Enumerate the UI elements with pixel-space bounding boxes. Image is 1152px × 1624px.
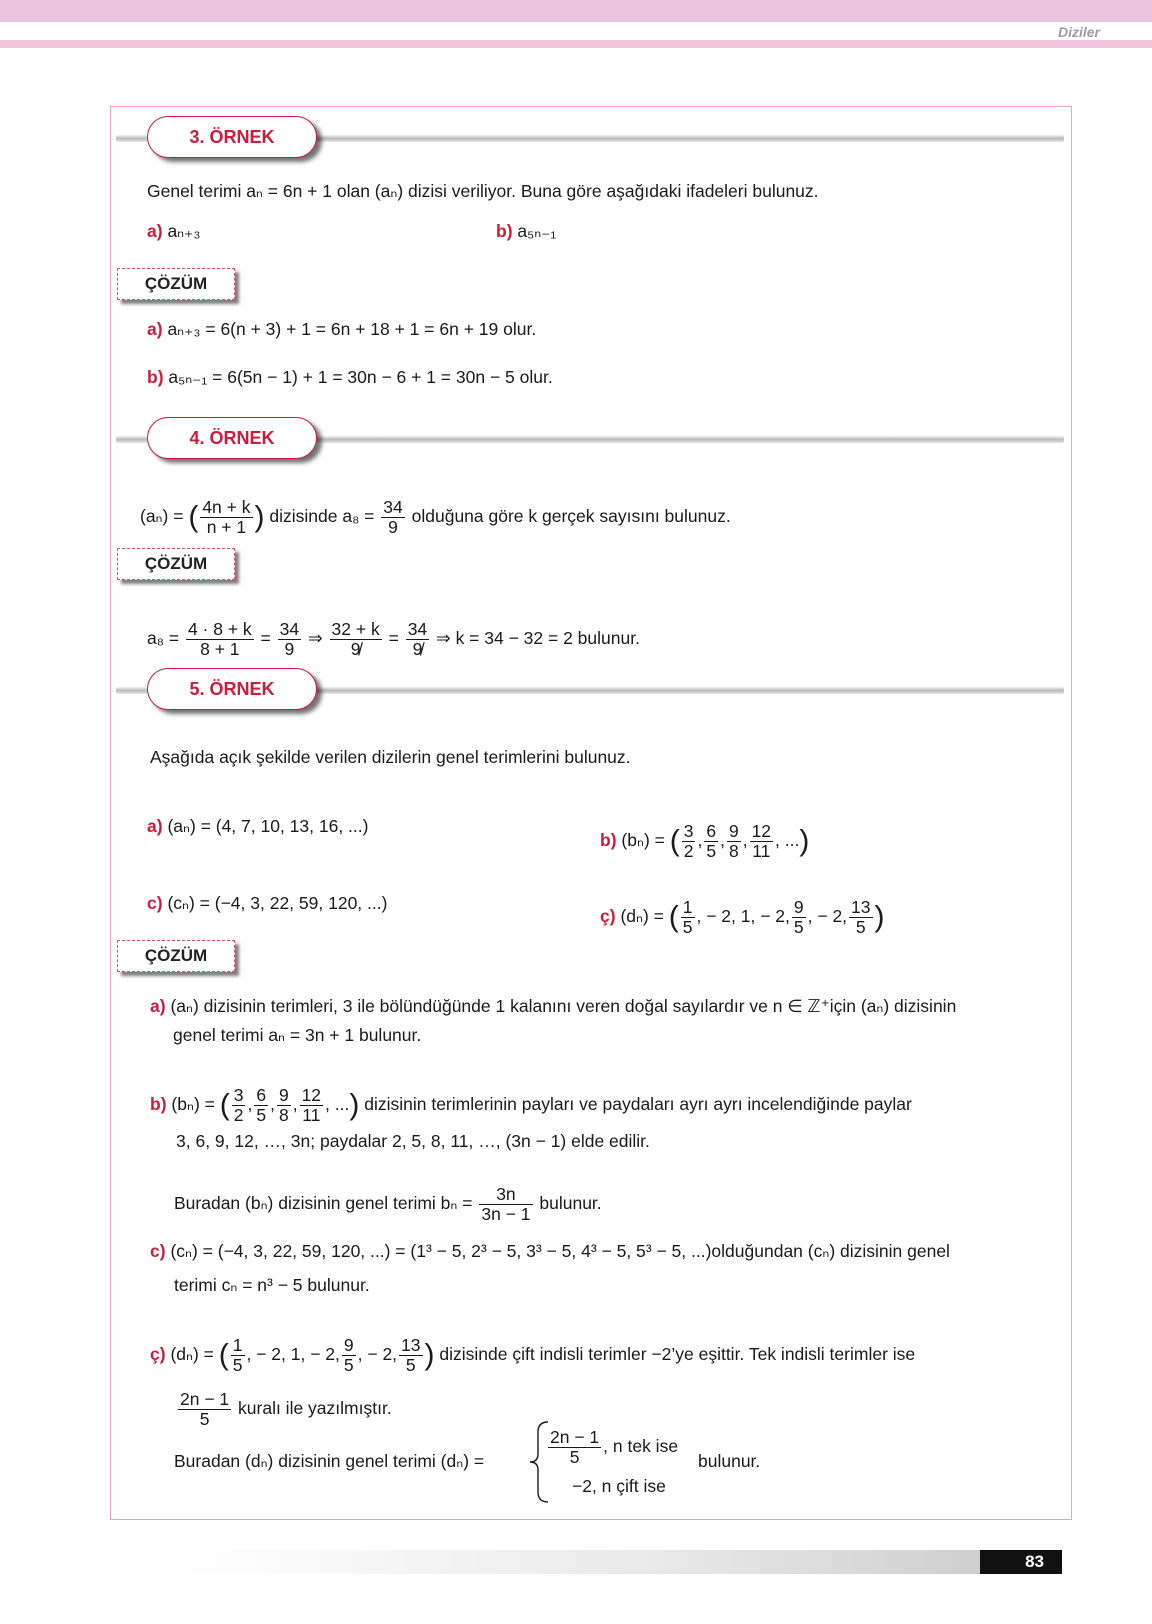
part-label: b) xyxy=(147,367,164,387)
paren-open: ( xyxy=(188,500,199,534)
part-label: a) xyxy=(147,319,163,339)
fraction: $\frac{12}{11}$ xyxy=(751,821,772,861)
fraction: $\frac{6}{5}$ xyxy=(706,821,717,861)
sequence-notation: (bₙ) = xyxy=(621,830,665,851)
sequence-notation: (aₙ) = xyxy=(140,506,184,527)
fraction: $\frac{3}{2}$ xyxy=(683,821,694,861)
solution-text: dizisinde çift indisli terimler −2’ye eşittir. Tek indisli terimler ise xyxy=(439,1344,916,1365)
fraction: $\frac{34}{9}$ xyxy=(279,619,300,659)
paren-open: ( xyxy=(219,1088,230,1122)
page-number: 83 xyxy=(980,1550,1062,1574)
piecewise-case-even: −2, n çift ise xyxy=(572,1476,666,1496)
example-5-prompt: Aşağıda açık şekilde verilen dizilerin genel terimlerini bulunuz. xyxy=(150,747,631,767)
example-5-solution-d-line1 xyxy=(150,1336,915,1375)
fraction: $\frac{9}{5}$ xyxy=(343,1335,354,1375)
solution-result: bulunur. xyxy=(698,1451,761,1471)
solution-text: dizisinin terimlerinin payları ve paydaları ayrı ayrı incelendiğinde paylar xyxy=(364,1094,912,1115)
terms: , − 2, 1, − 2, xyxy=(246,1344,340,1365)
implies-arrow: ⇒ xyxy=(308,628,323,649)
example-5-part-c xyxy=(147,892,387,914)
top-stripe xyxy=(0,40,1152,48)
solution-text: (cₙ) = (−4, 3, 22, 59, 120, ...) = (1³ − 5, 2³ − 5, 3³ − 5, 4³ − 5, 5³ − 5, ...)olduğundan (cₙ) dizisinin genel xyxy=(170,1241,950,1261)
fraction: $\frac{13}{5}$ xyxy=(851,897,871,937)
part-label: ç) xyxy=(600,906,616,927)
example-5-part-a xyxy=(147,815,368,837)
part-label: c) xyxy=(150,1241,166,1261)
fraction: $\frac{9}{5}$ xyxy=(793,897,804,937)
general-term-fraction: $\frac{4n + k}{n + 1}$ xyxy=(202,497,251,537)
example-3-title: 3. ÖRNEK xyxy=(147,116,317,158)
example-5-solution-a-line2: genel terimi aₙ = 3n + 1 bulunur. xyxy=(173,1025,422,1045)
case-condition: , n tek ise xyxy=(603,1436,679,1457)
example-3-prompt: Genel terimi aₙ = 6n + 1 olan (aₙ) dizisi veriliyor. Buna göre aşağıdaki ifadeleri bulunuz. xyxy=(147,181,819,201)
fraction: $\frac{1}{5}$ xyxy=(232,1335,243,1375)
ellipsis: , ... xyxy=(325,1094,350,1115)
example-5-solution-a-line1 xyxy=(150,995,956,1017)
value-fraction: $\frac{34}{9}$ xyxy=(383,497,403,537)
footer-gradient xyxy=(180,1550,980,1574)
ellipsis: , ... xyxy=(775,830,800,851)
fraction: $\frac{6}{5}$ xyxy=(256,1085,267,1125)
terms: , − 2, 1, − 2, xyxy=(696,906,790,927)
solution-label: ÇÖZÜM xyxy=(117,548,235,580)
terms: , − 2, xyxy=(357,1344,398,1365)
solution-text: Buradan (bₙ) dizisinin genel terimi bₙ = xyxy=(174,1193,473,1214)
example-3-solution-b xyxy=(147,366,553,388)
part-label: c) xyxy=(147,893,163,913)
example-3-solution-a xyxy=(147,318,536,340)
equals: = xyxy=(260,628,271,649)
part-label: b) xyxy=(600,830,617,851)
part-label: a) xyxy=(150,996,166,1016)
result-text: ⇒ k = 34 − 32 = 2 bulunur. xyxy=(436,628,640,649)
prompt-text: dizisinde a₈ = xyxy=(269,506,375,527)
example-5-solution-b-line1: b) (bₙ) = ( $\frac{3}{2}$ , $\frac{6}{5}$ , $\frac{9}{8}$ , $\frac{12}{11}$ , ...) dizisinin terimlerinin payları ve paydaları ayrı ayrı incelendiğinde paylar xyxy=(150,1085,912,1125)
solution-text: bulunur. xyxy=(539,1193,602,1214)
part-label: a) xyxy=(147,816,163,836)
fraction: $\frac{2n - 1}{5}$ xyxy=(180,1389,230,1429)
solution-text: Buradan (dₙ) dizisinin genel terimi (dₙ) = xyxy=(174,1451,485,1471)
part-label: ç) xyxy=(150,1344,166,1365)
part-label: b) xyxy=(150,1094,167,1115)
paren-open: ( xyxy=(218,1338,229,1372)
term: a₈ = xyxy=(147,628,180,649)
example-5-part-b: b) (bₙ) = ( $\frac{3}{2}$ , $\frac{6}{5}$ , $\frac{9}{8}$ , $\frac{12}{11}$ , ...) xyxy=(600,821,810,861)
part-expression: a₅ₙ₋₁ xyxy=(517,221,557,241)
example-4-solution xyxy=(147,620,640,659)
fraction: $\frac{4 \cdot 8 + k}{8 + 1}$ xyxy=(187,619,252,659)
piecewise-case-odd xyxy=(546,1428,678,1467)
solution-label: ÇÖZÜM xyxy=(117,268,235,300)
example-5-solution-c-line1 xyxy=(150,1240,950,1262)
example-5-title: 5. ÖRNEK xyxy=(147,668,317,710)
example-5-solution-b-line3 xyxy=(174,1185,602,1224)
prompt-text: olduğuna göre k gerçek sayısını bulunuz. xyxy=(411,506,731,527)
paren-close: ) xyxy=(349,1088,360,1122)
fraction: $\frac{12}{11}$ xyxy=(301,1085,322,1125)
fraction: $\frac{9}{8}$ xyxy=(728,821,739,861)
paren-close: ) xyxy=(424,1338,435,1372)
fraction: $\frac{32 + k}{9̸}$ xyxy=(331,619,380,659)
sequence-expression: (cₙ) = (−4, 3, 22, 59, 120, ...) xyxy=(167,893,388,913)
sequence-notation: (dₙ) = xyxy=(620,906,664,927)
terms: , − 2, xyxy=(807,906,848,927)
paren-close: ) xyxy=(874,900,885,934)
part-label: a) xyxy=(147,221,163,241)
sequence-expression: (aₙ) = (4, 7, 10, 13, 16, ...) xyxy=(167,816,369,836)
sequence-notation: (dₙ) = xyxy=(170,1344,214,1365)
chapter-title: Diziler xyxy=(1057,24,1100,40)
sequence-notation: (bₙ) = xyxy=(171,1094,215,1115)
solution-label: ÇÖZÜM xyxy=(117,940,235,972)
fraction: $\frac{13}{5}$ xyxy=(401,1335,421,1375)
example-4-title: 4. ÖRNEK xyxy=(147,417,317,459)
example-3-part-a xyxy=(147,220,201,242)
equals: = xyxy=(388,628,399,649)
example-5-solution-c-line2: terimi cₙ = n³ − 5 bulunur. xyxy=(174,1275,370,1295)
example-3-part-b xyxy=(496,220,556,242)
fraction: $\frac{9}{8}$ xyxy=(278,1085,289,1125)
example-4-prompt xyxy=(140,498,731,537)
fraction: $\frac{3n}{3n - 1}$ xyxy=(481,1184,531,1224)
fraction: $\frac{1}{5}$ xyxy=(682,897,693,937)
fraction: $\frac{34}{9̸}$ xyxy=(407,619,428,659)
example-5-solution-b-line2: 3, 6, 9, 12, …, 3n; paydalar 2, 5, 8, 11, …, (3n − 1) elde edilir. xyxy=(176,1131,650,1151)
example-5-part-d xyxy=(600,898,885,937)
fraction: $\frac{2n - 1}{5}$ xyxy=(550,1427,600,1467)
solution-text: aₙ₊₃ = 6(n + 3) + 1 = 6n + 18 + 1 = 6n + 19 olur. xyxy=(167,319,537,339)
solution-text: (aₙ) dizisinin terimleri, 3 ile bölündüğünde 1 kalanını veren doğal sayılardır ve n ∈ ℤ⁺için (aₙ) dizisinin xyxy=(170,996,957,1016)
paren-open: ( xyxy=(668,900,679,934)
solution-text: a₅ₙ₋₁ = 6(5n − 1) + 1 = 30n − 6 + 1 = 30n − 5 olur. xyxy=(168,367,553,387)
paren-open: ( xyxy=(669,824,680,858)
part-expression: aₙ₊₃ xyxy=(167,221,201,241)
example-5-solution-d-line2 xyxy=(176,1390,392,1429)
paren-close: ) xyxy=(799,824,810,858)
part-label: b) xyxy=(496,221,513,241)
example-5-solution-d-final xyxy=(174,1450,484,1472)
paren-close: ) xyxy=(254,500,265,534)
fraction: $\frac{3}{2}$ xyxy=(233,1085,244,1125)
top-band xyxy=(0,0,1152,22)
solution-text: kuralı ile yazılmıştır. xyxy=(238,1398,392,1419)
